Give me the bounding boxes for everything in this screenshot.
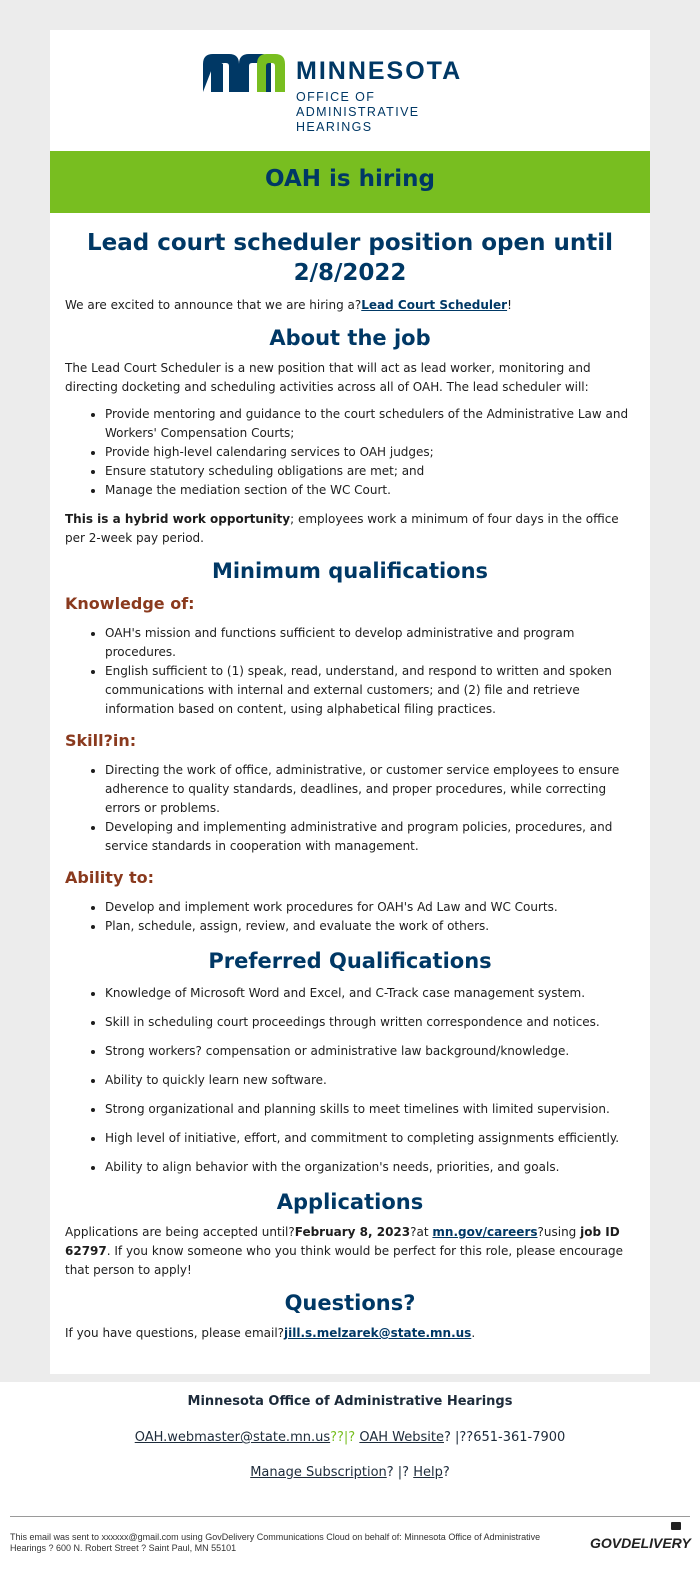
careers-link[interactable]: mn.gov/careers (432, 1225, 538, 1239)
help-link[interactable]: Help (413, 1465, 443, 1480)
list-item: • Knowledge of Microsoft Word and Excel, and C-Track case management system. (105, 984, 635, 1003)
applications-heading: Applications (276, 1190, 424, 1214)
list-item: • OAH's mission and functions sufficient to develop administrative and program procedures. (105, 624, 635, 662)
questions-text: . (471, 1326, 476, 1340)
footer-subscription-row (0, 1465, 700, 1480)
intro-text: We are excited to announce that we are hiring a? (65, 298, 362, 312)
preferred-list (65, 984, 635, 1177)
about-paragraph: The Lead Court Scheduler is a new position that will act as lead worker, monitoring and directing docketing and scheduling activities across all of OAH. The lead scheduler will: (65, 361, 591, 394)
logo-sub-line: ADMINISTRATIVE (296, 105, 420, 119)
knowledge-list (65, 624, 635, 719)
footer-contact-row (0, 1430, 700, 1445)
intro-suffix: ! (507, 298, 512, 312)
footer-phone: ? |??651-361-7900 (443, 1430, 566, 1445)
govdelivery-logo: GOVDELIVERY (590, 1535, 691, 1551)
fine-print: This email was sent to xxxxxx@gmail.com using GovDelivery Communications Cloud on behalf of: Minnesota Office of Administrative Hearings ? 600 N. Robert Street ? Saint Paul, MN 55101 (10, 1532, 541, 1553)
applications-text: ?at (410, 1225, 433, 1239)
email-footer (0, 1382, 700, 1585)
list-item: • Provide high-level calendaring services to OAH judges; (105, 443, 635, 462)
hybrid-paragraph (65, 510, 635, 548)
applications-text: Applications are being accepted until? (65, 1225, 295, 1239)
lead-court-scheduler-link[interactable]: Lead Court Scheduler (361, 298, 508, 312)
minimum-heading: Minimum qualifications (211, 559, 489, 583)
list-item: • Strong organizational and planning skills to meet timelines with limited supervision. (105, 1100, 635, 1119)
list-item: • Skill in scheduling court proceedings through written correspondence and notices. (105, 1013, 635, 1032)
list-item: • Develop and implement work procedures for OAH's Ad Law and WC Courts. (105, 898, 635, 917)
logo-sub-line: OFFICE OF (296, 90, 376, 104)
ability-list (65, 898, 635, 936)
mn-logo (50, 30, 650, 150)
oah-website-link[interactable]: OAH Website (359, 1430, 444, 1445)
list-item: • High level of initiative, effort, and commitment to completing assignments efficiently. (105, 1129, 635, 1148)
footer-separator: ? |? (386, 1465, 414, 1480)
logo-subtitle (296, 90, 420, 135)
envelope-icon (671, 1522, 681, 1530)
article-body (65, 228, 635, 1351)
intro-paragraph (65, 296, 635, 315)
applications-text: . If you know someone who you think would be perfect for this role, please encourage that person to apply! (65, 1244, 623, 1277)
hiring-banner: OAH is hiring (50, 151, 650, 213)
footer-separator: ??|? (330, 1430, 360, 1445)
footer-separator: ? (442, 1465, 450, 1480)
deadline-date: February 8, 2023 (294, 1225, 411, 1239)
list-item: • Manage the mediation section of the WC Court. (105, 481, 635, 500)
contact-email-link[interactable]: jill.s.melzarek@state.mn.us (284, 1326, 472, 1340)
list-item: • Ability to quickly learn new software. (105, 1071, 635, 1090)
questions-paragraph (65, 1324, 635, 1343)
list-item: • Ability to align behavior with the organization's needs, priorities, and goals. (105, 1158, 635, 1177)
footer-divider (10, 1516, 690, 1517)
list-item: • Plan, schedule, assign, review, and evaluate the work of others. (105, 917, 635, 936)
list-item: • Strong workers? compensation or administrative law background/knowledge. (105, 1042, 635, 1061)
preferred-heading: Preferred Qualifications (208, 949, 492, 973)
ability-heading: Ability to: (65, 868, 154, 887)
manage-subscription-link[interactable]: Manage Subscription (250, 1465, 387, 1480)
logo-sub-line: HEARINGS (296, 120, 373, 134)
job-id: job ID 62797 (65, 1225, 620, 1258)
hybrid-bold: This is a hybrid work opportunity (65, 512, 291, 526)
skill-list (65, 761, 635, 856)
list-item: • Directing the work of office, administrative, or customer service employees to ensure adherence to quality standards, deadlines, and proper procedures, while correcting errors or problems. (105, 761, 635, 818)
knowledge-heading: Knowledge of: (65, 594, 195, 613)
hybrid-rest: ; employees work a minimum of four days in the office per 2-week pay period. (65, 512, 619, 545)
logo-wordmark: MINNESOTA (296, 57, 463, 85)
applications-paragraph (65, 1223, 635, 1280)
article-title: Lead court scheduler position open until 2/8/2022 (86, 230, 614, 286)
mn-logo-icon (203, 50, 287, 92)
duties-list (65, 405, 635, 500)
applications-text: ?using (537, 1225, 581, 1239)
about-heading: About the job (269, 326, 431, 350)
skill-heading: Skill?in: (65, 731, 137, 750)
webmaster-email-link[interactable]: OAH.webmaster@state.mn.us (134, 1430, 331, 1445)
questions-heading: Questions? (284, 1291, 416, 1315)
list-item: • Developing and implementing administrative and program policies, procedures, and service standards in cooperation with management. (105, 818, 635, 856)
questions-text: If you have questions, please email? (65, 1326, 285, 1340)
list-item: • English sufficient to (1) speak, read, understand, and respond to written and spoken communications with internal and external customers; and (2) file and retrieve information based on content, using alphabetical filing practices. (105, 662, 635, 719)
list-item: • Ensure statutory scheduling obligations are met; and (105, 462, 635, 481)
email-card (50, 30, 650, 1374)
footer-title: Minnesota Office of Administrative Hearings (187, 1394, 513, 1409)
list-item: • Provide mentoring and guidance to the court schedulers of the Administrative Law and Workers' Compensation Courts; (105, 405, 635, 443)
